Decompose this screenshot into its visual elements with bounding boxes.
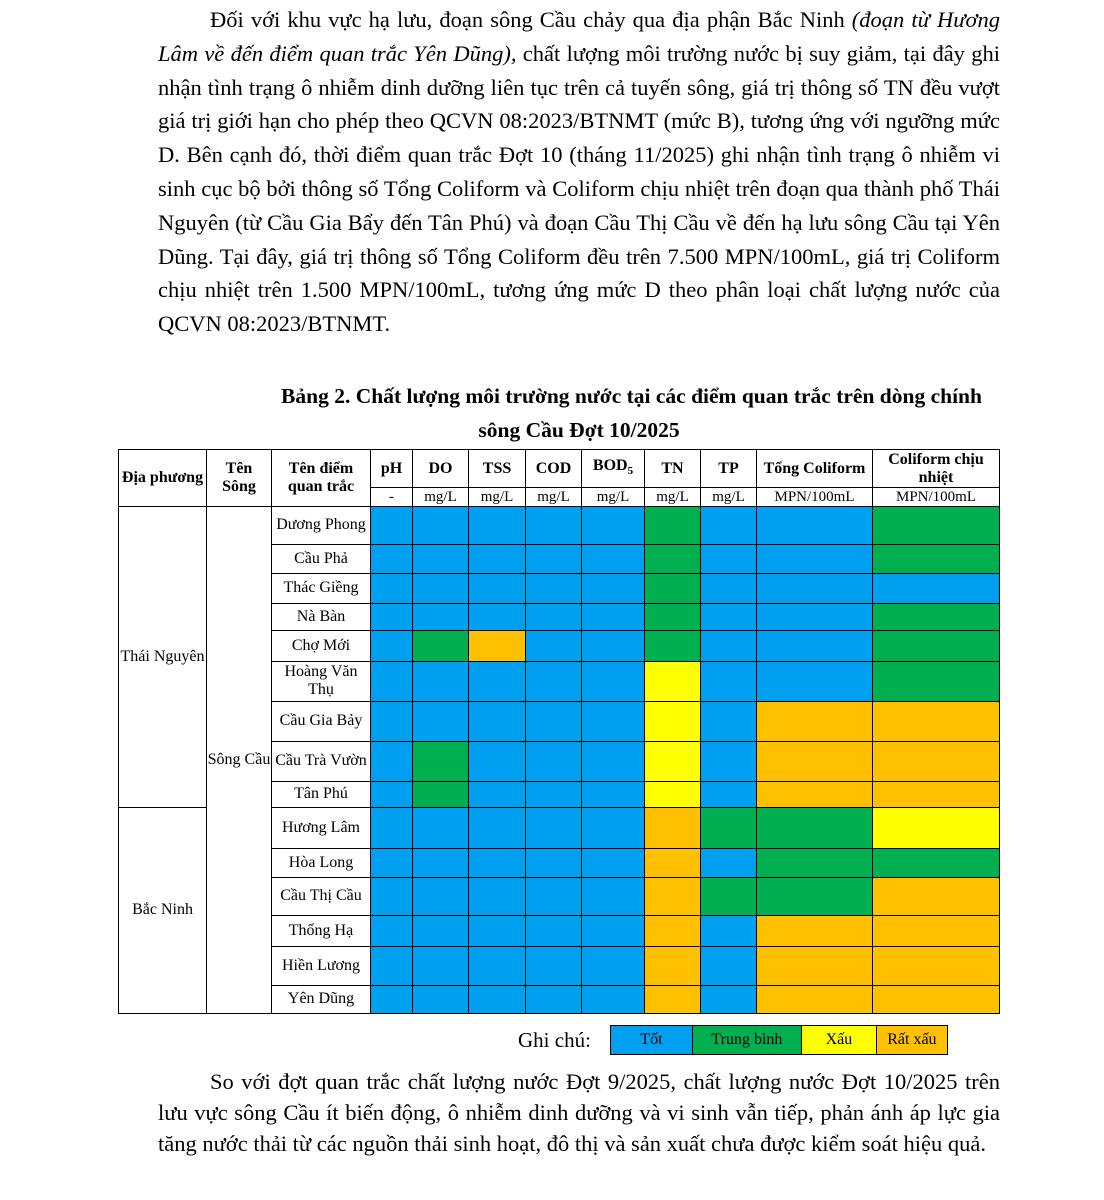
rating-cell bbox=[469, 946, 526, 986]
rating-cell bbox=[757, 631, 873, 662]
rating-cell bbox=[413, 807, 469, 848]
header-ph: pH bbox=[371, 450, 413, 488]
legend-tot: Tốt bbox=[611, 1026, 693, 1054]
conclusion-text: So với đợt quan trắc chất lượng nước Đợt 9/2025, chất lượng nước Đợt 10/2025 trên lưu vực sông Cầu ít biến động, ô nhiễm dinh dưỡng và vi sinh vẫn tiếp, phản ánh áp lực gia tăng nước thải từ các nguồn thải sinh hoạt, đô thị và sản xuất chưa được kiểm soát hiệu quả. bbox=[158, 1069, 1000, 1156]
rating-cell bbox=[413, 701, 469, 741]
rating-cell bbox=[413, 848, 469, 878]
header-ten-diem: Tên điểm quan trắc bbox=[272, 450, 371, 507]
rating-cell bbox=[582, 878, 645, 916]
rating-cell bbox=[873, 544, 1000, 574]
rating-cell bbox=[873, 915, 1000, 946]
station-name: Chợ Mới bbox=[272, 631, 371, 662]
rating-cell bbox=[701, 741, 757, 782]
rating-cell bbox=[469, 544, 526, 574]
rating-cell bbox=[371, 701, 413, 741]
rating-cell bbox=[757, 507, 873, 545]
rating-cell bbox=[371, 603, 413, 631]
rating-cell bbox=[371, 741, 413, 782]
rating-cell bbox=[582, 741, 645, 782]
paragraph-text-part1: Đối với khu vực hạ lưu, đoạn sông Cầu chảy qua địa phận Bắc Ninh bbox=[210, 7, 852, 32]
header-coliform-chiu-nhiet: Coliform chịu nhiệt bbox=[873, 450, 1000, 488]
station-name: Hòa Long bbox=[272, 848, 371, 878]
header-dia-phuong: Địa phương bbox=[119, 450, 207, 507]
rating-cell bbox=[873, 574, 1000, 604]
header-tong-coliform: Tổng Coliform bbox=[757, 450, 873, 488]
rating-cell bbox=[526, 878, 582, 916]
rating-cell bbox=[526, 662, 582, 702]
rating-cell bbox=[873, 782, 1000, 808]
rating-cell bbox=[469, 807, 526, 848]
station-name: Hương Lâm bbox=[272, 807, 371, 848]
unit-tss: mg/L bbox=[469, 488, 526, 507]
rating-cell bbox=[873, 741, 1000, 782]
rating-cell bbox=[526, 544, 582, 574]
rating-cell bbox=[413, 544, 469, 574]
rating-cell bbox=[371, 574, 413, 604]
river-cell: Sông Cầu bbox=[207, 507, 272, 1014]
rating-cell bbox=[873, 603, 1000, 631]
rating-cell bbox=[413, 986, 469, 1014]
rating-cell bbox=[873, 662, 1000, 702]
unit-tn: mg/L bbox=[645, 488, 701, 507]
rating-cell bbox=[645, 741, 701, 782]
rating-cell bbox=[645, 662, 701, 702]
rating-cell bbox=[526, 986, 582, 1014]
rating-cell bbox=[873, 986, 1000, 1014]
rating-cell bbox=[526, 848, 582, 878]
rating-cell bbox=[371, 782, 413, 808]
header-tss: TSS bbox=[469, 450, 526, 488]
rating-cell bbox=[757, 574, 873, 604]
rating-cell bbox=[645, 507, 701, 545]
rating-cell bbox=[469, 662, 526, 702]
station-name: Hoàng Văn Thụ bbox=[272, 662, 371, 702]
station-name: Dương Phong bbox=[272, 507, 371, 545]
rating-cell bbox=[582, 574, 645, 604]
rating-cell bbox=[371, 631, 413, 662]
rating-cell bbox=[469, 986, 526, 1014]
caption-line-2: sông Cầu Đợt 10/2025 bbox=[478, 418, 680, 442]
rating-cell bbox=[469, 915, 526, 946]
legend-label: Ghi chú: bbox=[518, 1027, 591, 1052]
table-caption bbox=[158, 379, 1000, 447]
rating-cell bbox=[645, 701, 701, 741]
rating-cell bbox=[701, 878, 757, 916]
rating-cell bbox=[757, 782, 873, 808]
rating-cell bbox=[371, 807, 413, 848]
unit-do: mg/L bbox=[413, 488, 469, 507]
unit-ph: - bbox=[371, 488, 413, 507]
station-name: Yên Dũng bbox=[272, 986, 371, 1014]
rating-cell bbox=[582, 544, 645, 574]
header-tn: TN bbox=[645, 450, 701, 488]
rating-cell bbox=[526, 574, 582, 604]
legend bbox=[518, 1024, 948, 1056]
rating-cell bbox=[469, 848, 526, 878]
rating-cell bbox=[873, 807, 1000, 848]
conclusion-paragraph bbox=[158, 1066, 1000, 1159]
rating-cell bbox=[701, 662, 757, 702]
region-cell: Thái Nguyên bbox=[119, 507, 207, 808]
station-name: Nà Bàn bbox=[272, 603, 371, 631]
water-quality-table bbox=[118, 449, 1000, 1014]
rating-cell bbox=[701, 915, 757, 946]
rating-cell bbox=[873, 631, 1000, 662]
station-name: Cầu Thị Cầu bbox=[272, 878, 371, 916]
station-name: Thống Hạ bbox=[272, 915, 371, 946]
rating-cell bbox=[645, 807, 701, 848]
rating-cell bbox=[582, 848, 645, 878]
rating-cell bbox=[582, 507, 645, 545]
unit-coliform-chiu-nhiet: MPN/100mL bbox=[873, 488, 1000, 507]
station-name: Tân Phú bbox=[272, 782, 371, 808]
legend-box bbox=[610, 1025, 948, 1055]
rating-cell bbox=[371, 946, 413, 986]
rating-cell bbox=[371, 848, 413, 878]
rating-cell bbox=[371, 544, 413, 574]
rating-cell bbox=[645, 915, 701, 946]
rating-cell bbox=[645, 848, 701, 878]
rating-cell bbox=[757, 915, 873, 946]
rating-cell bbox=[757, 986, 873, 1014]
rating-cell bbox=[526, 507, 582, 545]
rating-cell bbox=[469, 507, 526, 545]
rating-cell bbox=[645, 631, 701, 662]
rating-cell bbox=[701, 603, 757, 631]
rating-cell bbox=[757, 807, 873, 848]
rating-cell bbox=[701, 807, 757, 848]
rating-cell bbox=[413, 631, 469, 662]
rating-cell bbox=[469, 631, 526, 662]
rating-cell bbox=[645, 544, 701, 574]
rating-cell bbox=[526, 782, 582, 808]
rating-cell bbox=[645, 574, 701, 604]
rating-cell bbox=[701, 701, 757, 741]
rating-cell bbox=[526, 807, 582, 848]
rating-cell bbox=[873, 507, 1000, 545]
rating-cell bbox=[757, 544, 873, 574]
rating-cell bbox=[701, 631, 757, 662]
rating-cell bbox=[757, 741, 873, 782]
rating-cell bbox=[701, 782, 757, 808]
rating-cell bbox=[582, 782, 645, 808]
rating-cell bbox=[645, 603, 701, 631]
header-bod5: $BOD_5$ bbox=[582, 450, 645, 488]
rating-cell bbox=[413, 915, 469, 946]
rating-cell bbox=[582, 662, 645, 702]
rating-cell bbox=[757, 662, 873, 702]
rating-cell bbox=[757, 603, 873, 631]
rating-cell bbox=[757, 878, 873, 916]
intro-paragraph bbox=[158, 3, 1000, 341]
unit-bod: mg/L bbox=[582, 488, 645, 507]
rating-cell bbox=[701, 848, 757, 878]
rating-cell bbox=[757, 848, 873, 878]
rating-cell bbox=[701, 946, 757, 986]
rating-cell bbox=[413, 662, 469, 702]
rating-cell bbox=[469, 603, 526, 631]
rating-cell bbox=[645, 782, 701, 808]
rating-cell bbox=[645, 946, 701, 986]
paragraph-text-part2: chất lượng môi trường nước bị suy giảm, tại đây ghi nhận tình trạng ô nhiễm dinh dưỡng liên tục trên cả tuyến sông, giá trị thông số TN đều vượt giá trị giới hạn cho phép theo QCVN 08:2023/BTNMT (mức B), tương ứng với ngưỡng mức D. Bên cạnh đó, thời điểm quan trắc Đợt 10 (tháng 11/2025) ghi nhận tình trạng ô nhiễm vi sinh cục bộ bởi thông số Tổng Coliform và Coliform chịu nhiệt trên đoạn qua thành phố Thái Nguyên (từ Cầu Gia Bẩy đến Tân Phú) và đoạn Cầu Thị Cầu về đến hạ lưu sông Cầu tại Yên Dũng. Tại đây, giá trị thông số Tổng Coliform đều trên 7.500 MPN/100mL, giá trị Coliform chịu nhiệt trên 1.500 MPN/100mL, tương ứng mức D theo phân loại chất lượng nước của QCVN 08:2023/BTNMT. bbox=[158, 40, 1000, 337]
rating-cell bbox=[873, 946, 1000, 986]
rating-cell bbox=[413, 507, 469, 545]
header-ten-song: Tên Sông bbox=[207, 450, 272, 507]
station-name: Cầu Phả bbox=[272, 544, 371, 574]
rating-cell bbox=[469, 741, 526, 782]
rating-cell bbox=[582, 701, 645, 741]
rating-cell bbox=[582, 915, 645, 946]
rating-cell bbox=[873, 701, 1000, 741]
rating-cell bbox=[469, 878, 526, 916]
rating-cell bbox=[757, 701, 873, 741]
paragraph-text-italic: (đoạn từ Hương Lâm về đến điểm quan trắc Yên Dũng), bbox=[158, 7, 1000, 66]
rating-cell bbox=[371, 662, 413, 702]
rating-cell bbox=[469, 701, 526, 741]
rating-cell bbox=[371, 986, 413, 1014]
station-name: Thác Giềng bbox=[272, 574, 371, 604]
rating-cell bbox=[526, 946, 582, 986]
rating-cell bbox=[526, 915, 582, 946]
rating-cell bbox=[371, 507, 413, 545]
header-tp: TP bbox=[701, 450, 757, 488]
header-do: DO bbox=[413, 450, 469, 488]
legend-trung-binh: Trung bình bbox=[693, 1026, 802, 1054]
rating-cell bbox=[413, 603, 469, 631]
table-row bbox=[119, 507, 1000, 545]
rating-cell bbox=[413, 782, 469, 808]
rating-cell bbox=[413, 946, 469, 986]
rating-cell bbox=[371, 878, 413, 916]
rating-cell bbox=[413, 741, 469, 782]
caption-line-1: Bảng 2. Chất lượng môi trường nước tại các điểm quan trắc trên dòng chính bbox=[281, 384, 982, 408]
rating-cell bbox=[582, 603, 645, 631]
station-name: Cầu Trà Vườn bbox=[272, 741, 371, 782]
rating-cell bbox=[701, 986, 757, 1014]
rating-cell bbox=[413, 878, 469, 916]
unit-tong-coliform: MPN/100mL bbox=[757, 488, 873, 507]
rating-cell bbox=[469, 782, 526, 808]
rating-cell bbox=[645, 878, 701, 916]
rating-cell bbox=[645, 986, 701, 1014]
legend-rat-xau: Rất xấu bbox=[877, 1026, 947, 1054]
legend-xau: Xấu bbox=[802, 1026, 877, 1054]
rating-cell bbox=[873, 878, 1000, 916]
rating-cell bbox=[582, 807, 645, 848]
rating-cell bbox=[873, 848, 1000, 878]
rating-cell bbox=[413, 574, 469, 604]
rating-cell bbox=[582, 946, 645, 986]
unit-cod: mg/L bbox=[526, 488, 582, 507]
rating-cell bbox=[526, 603, 582, 631]
rating-cell bbox=[526, 631, 582, 662]
rating-cell bbox=[469, 574, 526, 604]
rating-cell bbox=[582, 986, 645, 1014]
unit-tp: mg/L bbox=[701, 488, 757, 507]
rating-cell bbox=[701, 544, 757, 574]
rating-cell bbox=[526, 741, 582, 782]
rating-cell bbox=[526, 701, 582, 741]
station-name: Cầu Gia Bảy bbox=[272, 701, 371, 741]
rating-cell bbox=[371, 915, 413, 946]
rating-cell bbox=[701, 507, 757, 545]
header-cod: COD bbox=[526, 450, 582, 488]
rating-cell bbox=[582, 631, 645, 662]
station-name: Hiền Lương bbox=[272, 946, 371, 986]
region-cell: Bắc Ninh bbox=[119, 807, 207, 1013]
rating-cell bbox=[757, 946, 873, 986]
rating-cell bbox=[701, 574, 757, 604]
